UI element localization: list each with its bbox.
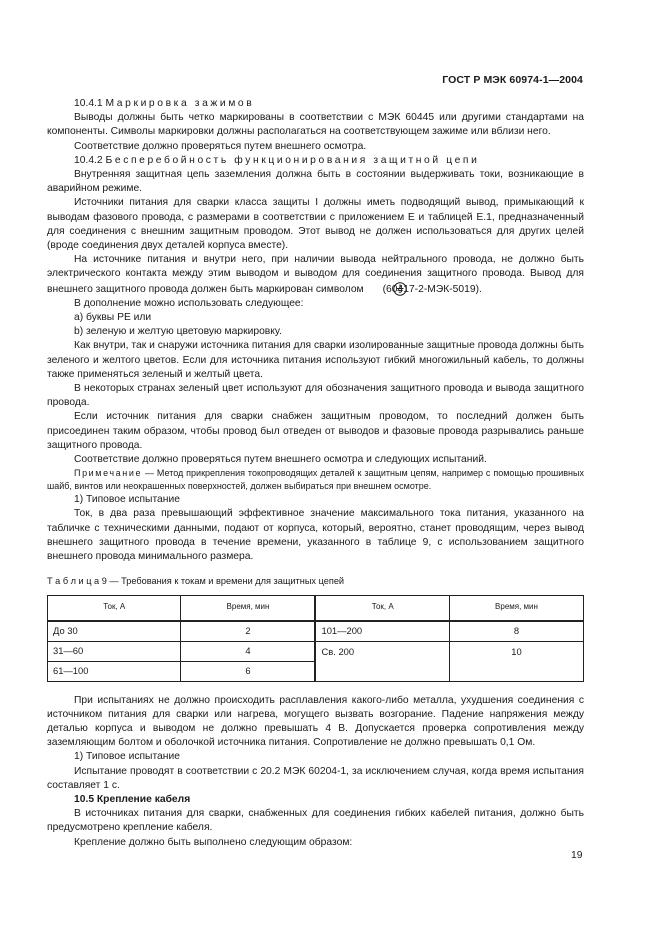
clause-number: 10.4.2 — [74, 154, 103, 166]
test-heading: 1) Типовое испытание — [74, 494, 180, 506]
table-9 — [47, 595, 584, 682]
table-cell: 101—200 — [315, 621, 449, 642]
note — [47, 467, 584, 493]
table-header-cell: Ток, А — [315, 595, 449, 621]
paragraph: Соответствие должно проверяться путем внешнего осмотра. — [74, 140, 367, 152]
page-content — [47, 97, 584, 850]
paragraph: Источники питания для сварки класса защиты I должны иметь подводящий вывод, примыкающий к выводам фазового провода, с размерами в соответствии с приложением Е и таблицей Е.1, предназначенный для соединения с внешним защитным проводом. Этот вывод не должен использоваться для других целей (вроде соединения двух деталей корпуса вместе). — [47, 197, 584, 252]
paragraph: Соответствие должно проверяться путем внешнего осмотра и следующих испытаний. — [74, 454, 487, 466]
note-label: Примечание — [74, 468, 143, 479]
table-row — [48, 641, 584, 661]
list-item: b) зеленую и желтую цветовую маркировку. — [74, 326, 282, 338]
paragraph: Крепление должно быть выполнено следующим образом: — [74, 836, 353, 848]
clause-number: 10.4.1 — [74, 98, 103, 109]
table-header-cell: Время, мин — [181, 595, 316, 621]
test-heading: 1) Типовое испытание — [74, 751, 180, 763]
paragraph: Как внутри, так и снаружи источника питания для сварки изолированные защитные провода должны быть зеленого и желтого цветов. Если для источника питания используют гибкий многожильный кабель, то должны также применяться зеленый и желтый цвета. — [47, 340, 584, 380]
table-cell: 61—100 — [48, 661, 181, 681]
clause-title: Бесперебойность функционирования защитной цепи — [105, 154, 480, 166]
table-caption: Т а б л и ц а 9 — Требования к токам и времени для защитных цепей — [47, 576, 345, 587]
table-header-row — [48, 595, 584, 621]
paragraph: Испытание проводят в соответствии с 20.2 МЭК 60204-1, за исключением случая, когда время испытания составляет 1 с. — [47, 765, 584, 791]
table-cell: Св. 200 — [315, 641, 449, 681]
paragraph-text: (60417-2-МЭК-5019). — [382, 283, 482, 295]
table-cell: 6 — [181, 661, 316, 681]
table-cell: 10 — [449, 641, 583, 681]
paragraph: Внутренняя защитная цепь заземления должна быть в состоянии выдерживать токи, возникающие в аварийном режиме. — [47, 169, 584, 195]
table-header-cell: Время, мин — [449, 595, 583, 621]
table-cell: 2 — [181, 621, 316, 642]
paragraph: В дополнение можно использовать следующее: — [74, 297, 304, 309]
protective-earth-icon — [366, 282, 380, 296]
paragraph: Если источник питания для сварки снабжен защитным проводом, то последний должен быть присоединен таким образом, чтобы провод был отведен от выводов и фазовые провода разрывались раньше защитного провода. — [47, 411, 584, 451]
note-text: — Метод прикрепления токопроводящих деталей к защитным цепям, например с помощью прошивных шайб, винтов или неокрашенных поверхностей, должен выбираться при внешнем осмотре. — [47, 468, 584, 492]
clause-10-4-2-heading — [47, 154, 584, 168]
paragraph: Выводы должны быть четко маркированы в соответствии с МЭК 60445 или другими стандартами на компоненты. Символы маркировки должны располагаться на соответствующем зажиме или вблизи него. — [47, 112, 584, 138]
page-number: 19 — [571, 850, 583, 861]
clause-10-4-1-heading — [47, 97, 584, 111]
paragraph-text: На источнике питания и внутри него, при наличии вывода нейтрального провода, не должно быть электрического контакта между этим выводом и выводом для соединения защитного провода. Вывод для внешнего защитного провода должен быть маркирован символом — [47, 254, 584, 295]
table-cell: 31—60 — [48, 641, 181, 661]
paragraph: При испытаниях не должно происходить расплавления какого-либо металла, ухудшения соединения с источником питания для сварки или нагрева, могущего вызвать возгорание. Падение напряжения между деталью корпуса и выводом не должно превышать 4 В. Допускается проверка сопротивления между заземляющим болтом и оболочкой источника питания. Сопротивление не должно превышать 0,1 Ом. — [47, 694, 584, 749]
paragraph: В источниках питания для сварки, снабженных для соединения гибких кабелей питания, должно быть предусмотрено крепление кабеля. — [47, 808, 584, 834]
table-header-cell: Ток, А — [48, 595, 181, 621]
standard-header: ГОСТ Р МЭК 60974-1—2004 — [442, 74, 583, 86]
clause-10-5-heading: 10.5 Крепление кабеля — [74, 793, 191, 805]
list-item: a) буквы РЕ или — [74, 312, 152, 324]
paragraph-earth-symbol — [47, 253, 584, 297]
table-cell: 8 — [449, 621, 583, 642]
clause-title: Маркировка зажимов — [105, 98, 255, 109]
table-cell: До 30 — [48, 621, 181, 642]
paragraph: Ток, в два раза превышающий эффективное значение максимального тока питания, указанного на табличке с техническими данными, подают от корпуса, который, вероятно, станет проводящим, через вывод внешнего защитного провода в течение времени, указанного в таблице 9, с использованием защитного внешнего провода минимального размера. — [47, 508, 584, 563]
table-row — [48, 621, 584, 642]
paragraph: В некоторых странах зеленый цвет используют для обозначения защитного провода и вывода защитного провода. — [47, 383, 584, 409]
table-cell: 4 — [181, 641, 316, 661]
